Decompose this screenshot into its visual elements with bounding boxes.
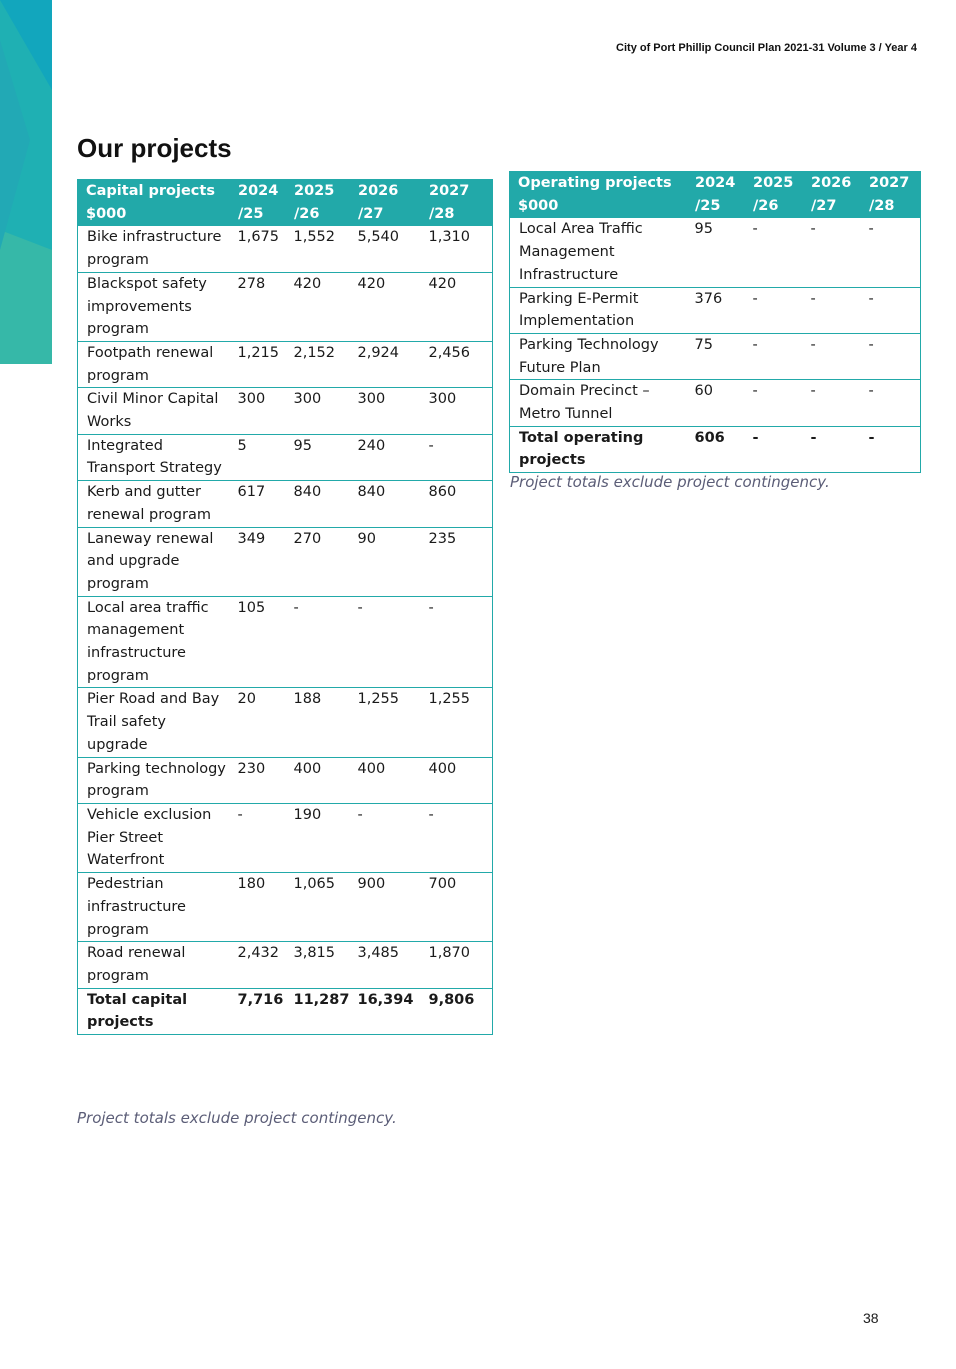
- value-cell: -: [868, 221, 874, 238]
- value-cell: -: [286, 596, 350, 688]
- value-cell: 420: [350, 272, 421, 341]
- document-header: City of Port Phillip Council Plan 2021-31 Volume 3 / Year 4: [616, 42, 917, 54]
- column-header: 2026 /27: [803, 172, 861, 218]
- total-value-cell: 11,287: [286, 988, 350, 1034]
- column-header: 2025 /26: [745, 172, 803, 218]
- total-label-cell: Total operating projects: [510, 426, 687, 472]
- value-cell: 270: [286, 527, 350, 596]
- capital-footnote: Project totals exclude project contingency.: [77, 1109, 397, 1127]
- value-cell: -: [803, 380, 861, 426]
- value-cell: -: [350, 596, 421, 688]
- value-cell: 300: [286, 388, 350, 434]
- value-cell: -: [861, 380, 921, 426]
- value-cell: 5: [230, 434, 286, 480]
- table-row: [510, 333, 921, 379]
- value-cell: -: [421, 434, 493, 480]
- table-row: [510, 287, 921, 333]
- value-cell: -: [421, 803, 493, 872]
- value-cell: 1,870: [421, 942, 493, 988]
- value-cell: 1,675: [237, 229, 280, 246]
- table-row: [78, 757, 493, 803]
- value-cell: -: [745, 287, 803, 333]
- project-name-cell: Parking E-Permit Implementation: [510, 287, 687, 333]
- value-cell: 420: [421, 272, 493, 341]
- value-cell: 278: [230, 272, 286, 341]
- project-name-cell: Integrated Transport Strategy: [78, 434, 230, 480]
- value-cell: 840: [286, 481, 350, 527]
- value-cell: 105: [230, 596, 286, 688]
- value-cell: -: [861, 333, 921, 379]
- value-cell: 700: [421, 873, 493, 942]
- value-cell: -: [350, 803, 421, 872]
- total-value-cell: -: [861, 426, 921, 472]
- value-cell: 188: [286, 688, 350, 757]
- total-value-cell: 7,716: [230, 988, 286, 1034]
- value-cell: -: [803, 287, 861, 333]
- total-row: [510, 426, 921, 472]
- project-name-cell: Pier Road and Bay Trail safety upgrade: [78, 688, 230, 757]
- value-cell: 3,485: [350, 942, 421, 988]
- operating-projects-table: [509, 171, 921, 473]
- project-name-cell: Road renewal program: [78, 942, 230, 988]
- column-header: Operating projects $000: [510, 172, 687, 218]
- project-name-cell: Pedestrian infrastructure program: [78, 873, 230, 942]
- value-cell: -: [745, 333, 803, 379]
- table-header-row: [78, 180, 493, 226]
- value-cell: 1,255: [350, 688, 421, 757]
- total-value-cell: 9,806: [421, 988, 493, 1034]
- value-cell: 860: [421, 481, 493, 527]
- value-cell: 1,552: [293, 229, 336, 246]
- value-cell: 349: [230, 527, 286, 596]
- project-name-cell: Parking technology program: [78, 757, 230, 803]
- column-header: Capital projects $000: [78, 180, 230, 226]
- value-cell: 190: [286, 803, 350, 872]
- column-header: 2024 /25: [687, 172, 745, 218]
- value-cell: 180: [230, 873, 286, 942]
- value-cell: 90: [350, 527, 421, 596]
- operating-footnote: Project totals exclude project contingency.: [510, 473, 830, 491]
- value-cell: 1,255: [421, 688, 493, 757]
- table-row: [78, 803, 493, 872]
- value-cell: 420: [286, 272, 350, 341]
- table-row: [510, 218, 921, 287]
- table-row: [78, 388, 493, 434]
- value-cell: 20: [230, 688, 286, 757]
- value-cell: -: [752, 221, 758, 238]
- value-cell: -: [810, 221, 816, 238]
- project-name-cell: Local area traffic management infrastructure program: [78, 596, 230, 688]
- table-row: [78, 873, 493, 942]
- value-cell: 240: [350, 434, 421, 480]
- page-number: 38: [863, 1310, 879, 1326]
- value-cell: 75: [687, 333, 745, 379]
- column-header: 2026 /27: [350, 180, 421, 226]
- value-cell: 1,065: [286, 873, 350, 942]
- value-cell: 2,432: [230, 942, 286, 988]
- value-cell: 617: [230, 481, 286, 527]
- project-name-cell: Bike infrastructure program: [87, 229, 222, 269]
- value-cell: 400: [350, 757, 421, 803]
- table-row: [78, 481, 493, 527]
- table-row: [78, 226, 493, 272]
- value-cell: 840: [350, 481, 421, 527]
- column-header: 2027 /28: [861, 172, 921, 218]
- table-row: [78, 942, 493, 988]
- total-label-cell: Total capital projects: [78, 988, 230, 1034]
- table-row: [78, 527, 493, 596]
- value-cell: 400: [286, 757, 350, 803]
- value-cell: 60: [687, 380, 745, 426]
- total-value-cell: -: [745, 426, 803, 472]
- project-name-cell: Kerb and gutter renewal program: [78, 481, 230, 527]
- project-name-cell: Blackspot safety improvements program: [78, 272, 230, 341]
- table-row: [78, 688, 493, 757]
- value-cell: 5,540: [357, 229, 400, 246]
- project-name-cell: Civil Minor Capital Works: [78, 388, 230, 434]
- value-cell: 376: [687, 287, 745, 333]
- table-row: [78, 434, 493, 480]
- value-cell: 1,310: [428, 229, 471, 246]
- decorative-side-band: [0, 0, 52, 364]
- project-name-cell: Parking Technology Future Plan: [510, 333, 687, 379]
- table-row: [510, 380, 921, 426]
- total-value-cell: -: [803, 426, 861, 472]
- total-value-cell: 606: [687, 426, 745, 472]
- value-cell: -: [745, 380, 803, 426]
- project-name-cell: Domain Precinct – Metro Tunnel: [510, 380, 687, 426]
- table-row: [78, 341, 493, 387]
- value-cell: -: [421, 596, 493, 688]
- total-row: [78, 988, 493, 1034]
- value-cell: 2,456: [421, 341, 493, 387]
- value-cell: 300: [350, 388, 421, 434]
- page-title: Our projects: [77, 133, 232, 163]
- column-header: 2024 /25: [230, 180, 286, 226]
- table-row: [78, 596, 493, 688]
- value-cell: 300: [421, 388, 493, 434]
- column-header: 2025 /26: [286, 180, 350, 226]
- value-cell: 900: [350, 873, 421, 942]
- project-name-cell: Local Area Traffic Management Infrastructure: [519, 221, 643, 283]
- project-name-cell: Vehicle exclusion Pier Street Waterfront: [78, 803, 230, 872]
- project-name-cell: Footpath renewal program: [78, 341, 230, 387]
- capital-projects-table: [77, 179, 493, 1035]
- value-cell: 95: [694, 221, 713, 238]
- column-header: 2027 /28: [421, 180, 493, 226]
- value-cell: 1,215: [230, 341, 286, 387]
- value-cell: 95: [286, 434, 350, 480]
- table-row: [78, 272, 493, 341]
- value-cell: -: [803, 333, 861, 379]
- value-cell: 230: [230, 757, 286, 803]
- value-cell: -: [230, 803, 286, 872]
- value-cell: 3,815: [286, 942, 350, 988]
- project-name-cell: Laneway renewal and upgrade program: [78, 527, 230, 596]
- value-cell: 235: [421, 527, 493, 596]
- value-cell: -: [861, 287, 921, 333]
- table-header-row: [510, 172, 921, 218]
- value-cell: 2,152: [286, 341, 350, 387]
- value-cell: 2,924: [350, 341, 421, 387]
- value-cell: 300: [230, 388, 286, 434]
- total-value-cell: 16,394: [350, 988, 421, 1034]
- value-cell: 400: [421, 757, 493, 803]
